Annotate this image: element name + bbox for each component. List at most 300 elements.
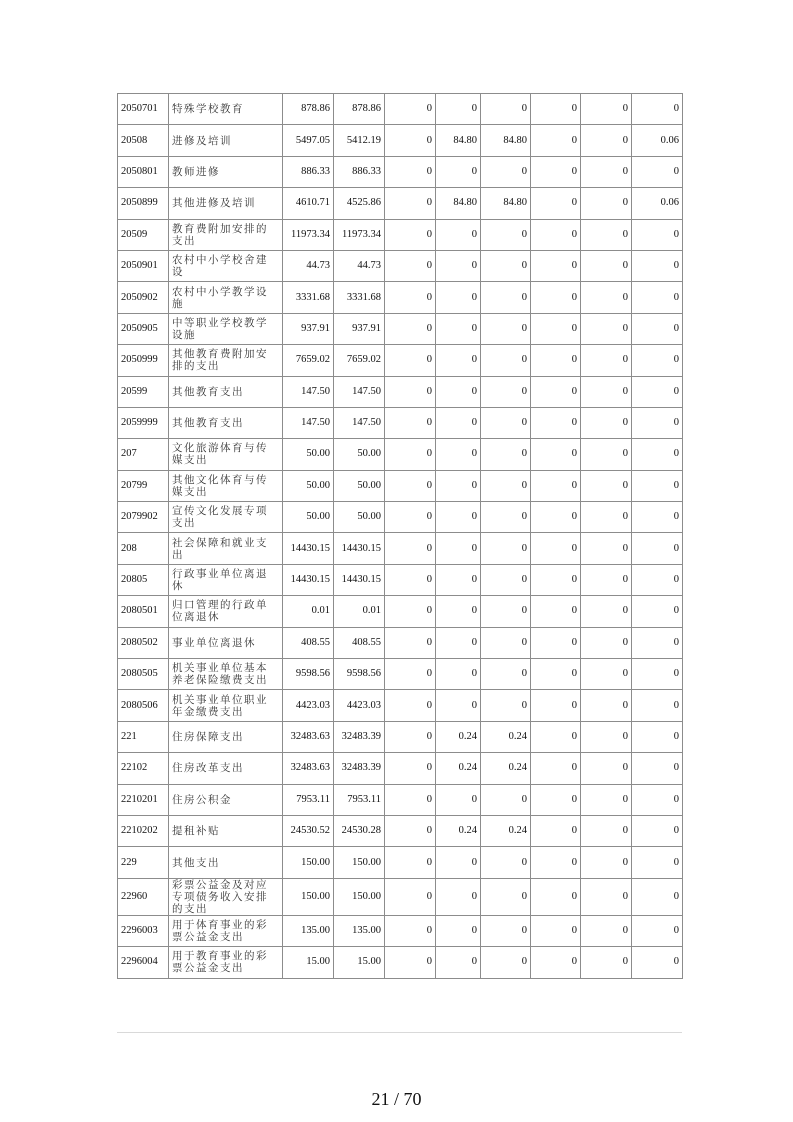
- amount-cell: 14430.15: [283, 564, 334, 595]
- table-row: [118, 376, 683, 407]
- amount-cell: 0: [436, 533, 481, 564]
- table-row: [118, 156, 683, 187]
- amount-cell: 14430.15: [283, 533, 334, 564]
- subject-name-cell: 住房公积金: [169, 784, 283, 815]
- amount-cell: 7953.11: [283, 784, 334, 815]
- amount-cell: 3331.68: [334, 282, 385, 313]
- table-row: [118, 282, 683, 313]
- subject-name-cell: 机关事业单位基本养老保险缴费支出: [169, 659, 283, 690]
- subject-name-cell: 其他教育支出: [169, 376, 283, 407]
- amount-cell: 0: [436, 847, 481, 878]
- amount-cell: 0: [385, 564, 436, 595]
- table-row: [118, 784, 683, 815]
- table-row: [118, 219, 683, 250]
- subject-name-cell: 中等职业学校教学设施: [169, 313, 283, 344]
- amount-cell: 0: [436, 878, 481, 915]
- amount-cell: 0: [481, 915, 531, 946]
- amount-cell: 0: [581, 690, 632, 721]
- amount-cell: 0: [481, 784, 531, 815]
- amount-cell: 0: [436, 784, 481, 815]
- amount-cell: 0: [385, 470, 436, 501]
- amount-cell: 0: [632, 219, 683, 250]
- amount-cell: 886.33: [283, 156, 334, 187]
- amount-cell: 0: [436, 94, 481, 125]
- amount-cell: 147.50: [283, 407, 334, 438]
- amount-cell: 0: [632, 721, 683, 752]
- table-body: [118, 94, 683, 979]
- amount-cell: 0: [581, 470, 632, 501]
- amount-cell: 0: [481, 596, 531, 627]
- subject-code-cell: 22102: [118, 753, 169, 784]
- amount-cell: 0: [385, 533, 436, 564]
- amount-cell: 0: [581, 439, 632, 470]
- amount-cell: 147.50: [283, 376, 334, 407]
- subject-code-cell: 2080506: [118, 690, 169, 721]
- amount-cell: 878.86: [334, 94, 385, 125]
- amount-cell: 0: [581, 502, 632, 533]
- amount-cell: 0: [632, 753, 683, 784]
- table-row: [118, 502, 683, 533]
- amount-cell: 0: [531, 878, 581, 915]
- amount-cell: 0: [436, 313, 481, 344]
- subject-code-cell: 2050901: [118, 250, 169, 281]
- subject-name-cell: 用于教育事业的彩票公益金支出: [169, 947, 283, 978]
- amount-cell: 0: [632, 470, 683, 501]
- table-row: [118, 533, 683, 564]
- amount-cell: 0: [385, 659, 436, 690]
- amount-cell: 0: [531, 407, 581, 438]
- amount-cell: 0: [436, 345, 481, 376]
- amount-cell: 5497.05: [283, 125, 334, 156]
- subject-code-cell: 2050905: [118, 313, 169, 344]
- table-row: [118, 313, 683, 344]
- amount-cell: 5412.19: [334, 125, 385, 156]
- subject-name-cell: 行政事业单位离退休: [169, 564, 283, 595]
- amount-cell: 0: [632, 915, 683, 946]
- subject-code-cell: 2210201: [118, 784, 169, 815]
- amount-cell: 0: [385, 915, 436, 946]
- subject-name-cell: 事业单位离退休: [169, 627, 283, 658]
- amount-cell: 0: [531, 188, 581, 219]
- amount-cell: 0: [436, 282, 481, 313]
- subject-code-cell: 208: [118, 533, 169, 564]
- amount-cell: 4525.86: [334, 188, 385, 219]
- table-row: [118, 690, 683, 721]
- amount-cell: 0: [385, 690, 436, 721]
- amount-cell: 84.80: [481, 125, 531, 156]
- amount-cell: 0: [632, 659, 683, 690]
- amount-cell: 44.73: [283, 250, 334, 281]
- amount-cell: 0: [385, 219, 436, 250]
- subject-name-cell: 其他教育支出: [169, 407, 283, 438]
- subject-code-cell: 2079902: [118, 502, 169, 533]
- subject-code-cell: 2059999: [118, 407, 169, 438]
- amount-cell: 0: [531, 627, 581, 658]
- amount-cell: 0: [436, 219, 481, 250]
- amount-cell: 0: [581, 376, 632, 407]
- amount-cell: 0.24: [481, 753, 531, 784]
- amount-cell: 84.80: [436, 188, 481, 219]
- table-row: [118, 659, 683, 690]
- table-row: [118, 94, 683, 125]
- subject-name-cell: 文化旅游体育与传媒支出: [169, 439, 283, 470]
- amount-cell: 135.00: [334, 915, 385, 946]
- amount-cell: 0: [481, 947, 531, 978]
- amount-cell: 0: [632, 596, 683, 627]
- amount-cell: 11973.34: [334, 219, 385, 250]
- amount-cell: 135.00: [283, 915, 334, 946]
- amount-cell: 0: [531, 125, 581, 156]
- subject-code-cell: 2210202: [118, 815, 169, 846]
- amount-cell: 9598.56: [283, 659, 334, 690]
- amount-cell: 0: [531, 502, 581, 533]
- amount-cell: 0: [581, 627, 632, 658]
- subject-name-cell: 彩票公益金及对应专项债务收入安排的支出: [169, 878, 283, 915]
- amount-cell: 50.00: [334, 439, 385, 470]
- amount-cell: 14430.15: [334, 564, 385, 595]
- subject-code-cell: 22960: [118, 878, 169, 915]
- amount-cell: 0: [632, 847, 683, 878]
- subject-name-cell: 机关事业单位职业年金缴费支出: [169, 690, 283, 721]
- amount-cell: 0: [481, 659, 531, 690]
- amount-cell: 150.00: [334, 878, 385, 915]
- amount-cell: 0: [581, 345, 632, 376]
- amount-cell: 0: [481, 313, 531, 344]
- subject-code-cell: 20509: [118, 219, 169, 250]
- subject-code-cell: 2050899: [118, 188, 169, 219]
- amount-cell: 15.00: [334, 947, 385, 978]
- amount-cell: 7953.11: [334, 784, 385, 815]
- amount-cell: 147.50: [334, 376, 385, 407]
- amount-cell: 0: [581, 533, 632, 564]
- amount-cell: 0: [632, 878, 683, 915]
- subject-name-cell: 宣传文化发展专项支出: [169, 502, 283, 533]
- amount-cell: 0: [436, 156, 481, 187]
- amount-cell: 9598.56: [334, 659, 385, 690]
- amount-cell: 11973.34: [283, 219, 334, 250]
- amount-cell: 0: [481, 847, 531, 878]
- amount-cell: 0: [581, 156, 632, 187]
- amount-cell: 150.00: [283, 878, 334, 915]
- amount-cell: 0: [632, 690, 683, 721]
- amount-cell: 0: [436, 659, 481, 690]
- amount-cell: 0: [385, 376, 436, 407]
- amount-cell: 0: [385, 156, 436, 187]
- amount-cell: 50.00: [283, 439, 334, 470]
- amount-cell: 0: [481, 407, 531, 438]
- table-row: [118, 847, 683, 878]
- subject-code-cell: 20799: [118, 470, 169, 501]
- table-row: [118, 721, 683, 752]
- amount-cell: 0: [581, 596, 632, 627]
- amount-cell: 0: [531, 156, 581, 187]
- amount-cell: 0: [436, 596, 481, 627]
- amount-cell: 0: [531, 313, 581, 344]
- amount-cell: 0: [481, 690, 531, 721]
- amount-cell: 4610.71: [283, 188, 334, 219]
- amount-cell: 0: [581, 94, 632, 125]
- amount-cell: 0: [436, 439, 481, 470]
- subject-code-cell: 2296003: [118, 915, 169, 946]
- amount-cell: 0: [632, 947, 683, 978]
- amount-cell: 0: [385, 345, 436, 376]
- amount-cell: 0: [581, 915, 632, 946]
- table-row: [118, 815, 683, 846]
- amount-cell: 0: [385, 502, 436, 533]
- amount-cell: 0: [632, 94, 683, 125]
- amount-cell: 0: [632, 784, 683, 815]
- amount-cell: 0.24: [481, 721, 531, 752]
- table-row: [118, 470, 683, 501]
- amount-cell: 937.91: [334, 313, 385, 344]
- subject-name-cell: 归口管理的行政单位离退休: [169, 596, 283, 627]
- amount-cell: 0: [385, 188, 436, 219]
- amount-cell: 0: [632, 533, 683, 564]
- amount-cell: 32483.63: [283, 721, 334, 752]
- amount-cell: 0: [632, 502, 683, 533]
- subject-name-cell: 特殊学校教育: [169, 94, 283, 125]
- amount-cell: 0: [531, 564, 581, 595]
- subject-code-cell: 2296004: [118, 947, 169, 978]
- amount-cell: 147.50: [334, 407, 385, 438]
- amount-cell: 0: [581, 125, 632, 156]
- subject-name-cell: 其他进修及培训: [169, 188, 283, 219]
- amount-cell: 0: [385, 784, 436, 815]
- amount-cell: 0: [385, 596, 436, 627]
- amount-cell: 0: [481, 376, 531, 407]
- amount-cell: 0: [481, 533, 531, 564]
- amount-cell: 937.91: [283, 313, 334, 344]
- amount-cell: 0: [385, 313, 436, 344]
- subject-name-cell: 农村中小学教学设施: [169, 282, 283, 313]
- amount-cell: 50.00: [334, 502, 385, 533]
- amount-cell: 0.01: [334, 596, 385, 627]
- subject-code-cell: 20508: [118, 125, 169, 156]
- subject-code-cell: 2050801: [118, 156, 169, 187]
- amount-cell: 0: [531, 439, 581, 470]
- amount-cell: 0.24: [481, 815, 531, 846]
- amount-cell: 32483.39: [334, 753, 385, 784]
- amount-cell: 0: [531, 94, 581, 125]
- amount-cell: 0: [481, 94, 531, 125]
- amount-cell: 0: [385, 282, 436, 313]
- amount-cell: 0: [531, 282, 581, 313]
- amount-cell: 0: [531, 690, 581, 721]
- amount-cell: 0: [531, 815, 581, 846]
- amount-cell: 0: [581, 784, 632, 815]
- amount-cell: 0.24: [436, 721, 481, 752]
- table-row: [118, 188, 683, 219]
- amount-cell: 0: [385, 439, 436, 470]
- amount-cell: 0: [581, 407, 632, 438]
- subject-name-cell: 社会保障和就业支出: [169, 533, 283, 564]
- amount-cell: 0: [581, 282, 632, 313]
- amount-cell: 0: [436, 690, 481, 721]
- amount-cell: 0: [531, 721, 581, 752]
- amount-cell: 150.00: [334, 847, 385, 878]
- amount-cell: 0: [385, 125, 436, 156]
- amount-cell: 0: [581, 878, 632, 915]
- amount-cell: 3331.68: [283, 282, 334, 313]
- subject-code-cell: 2080501: [118, 596, 169, 627]
- table-row: [118, 345, 683, 376]
- amount-cell: 0: [581, 188, 632, 219]
- amount-cell: 0.06: [632, 188, 683, 219]
- table-row: [118, 596, 683, 627]
- amount-cell: 32483.39: [334, 721, 385, 752]
- amount-cell: 0: [385, 407, 436, 438]
- amount-cell: 0: [436, 947, 481, 978]
- amount-cell: 0: [531, 915, 581, 946]
- amount-cell: 44.73: [334, 250, 385, 281]
- amount-cell: 0: [581, 721, 632, 752]
- subject-name-cell: 教育费附加安排的支出: [169, 219, 283, 250]
- amount-cell: 0: [632, 627, 683, 658]
- amount-cell: 0: [385, 94, 436, 125]
- amount-cell: 0: [481, 564, 531, 595]
- amount-cell: 0: [481, 878, 531, 915]
- subject-code-cell: 2050999: [118, 345, 169, 376]
- amount-cell: 150.00: [283, 847, 334, 878]
- amount-cell: 0: [632, 282, 683, 313]
- amount-cell: 0: [481, 282, 531, 313]
- amount-cell: 0: [531, 847, 581, 878]
- amount-cell: 0: [436, 470, 481, 501]
- table-row: [118, 439, 683, 470]
- amount-cell: 50.00: [334, 470, 385, 501]
- amount-cell: 84.80: [481, 188, 531, 219]
- amount-cell: 0.24: [436, 815, 481, 846]
- amount-cell: 0: [436, 564, 481, 595]
- amount-cell: 0: [632, 815, 683, 846]
- amount-cell: 0: [436, 627, 481, 658]
- amount-cell: 0: [436, 376, 481, 407]
- amount-cell: 0: [385, 815, 436, 846]
- amount-cell: 0: [385, 753, 436, 784]
- amount-cell: 0: [481, 345, 531, 376]
- amount-cell: 0: [531, 219, 581, 250]
- amount-cell: 0: [436, 502, 481, 533]
- subject-name-cell: 进修及培训: [169, 125, 283, 156]
- subject-code-cell: 221: [118, 721, 169, 752]
- table-row: [118, 915, 683, 946]
- amount-cell: 0: [481, 470, 531, 501]
- amount-cell: 0: [581, 947, 632, 978]
- amount-cell: 24530.52: [283, 815, 334, 846]
- amount-cell: 0: [531, 659, 581, 690]
- table-bottom-rule: [117, 1032, 682, 1033]
- amount-cell: 0: [385, 947, 436, 978]
- amount-cell: 0: [531, 345, 581, 376]
- amount-cell: 15.00: [283, 947, 334, 978]
- amount-cell: 0: [436, 407, 481, 438]
- amount-cell: 4423.03: [334, 690, 385, 721]
- amount-cell: 0: [481, 156, 531, 187]
- subject-name-cell: 农村中小学校舍建设: [169, 250, 283, 281]
- subject-code-cell: 2080502: [118, 627, 169, 658]
- amount-cell: 0.24: [436, 753, 481, 784]
- amount-cell: 0: [581, 815, 632, 846]
- amount-cell: 7659.02: [334, 345, 385, 376]
- amount-cell: 886.33: [334, 156, 385, 187]
- table-row: [118, 627, 683, 658]
- amount-cell: 408.55: [334, 627, 385, 658]
- amount-cell: 4423.03: [283, 690, 334, 721]
- amount-cell: 24530.28: [334, 815, 385, 846]
- table-row: [118, 878, 683, 915]
- amount-cell: 408.55: [283, 627, 334, 658]
- amount-cell: 0: [385, 878, 436, 915]
- amount-cell: 0: [632, 345, 683, 376]
- budget-table: [117, 93, 683, 979]
- amount-cell: 0: [385, 627, 436, 658]
- amount-cell: 84.80: [436, 125, 481, 156]
- subject-name-cell: 其他支出: [169, 847, 283, 878]
- subject-code-cell: 229: [118, 847, 169, 878]
- subject-code-cell: 20805: [118, 564, 169, 595]
- subject-code-cell: 207: [118, 439, 169, 470]
- amount-cell: 0: [581, 564, 632, 595]
- page-number: 21 / 70: [371, 1089, 422, 1109]
- amount-cell: 0: [531, 250, 581, 281]
- amount-cell: 0: [531, 533, 581, 564]
- table-row: [118, 250, 683, 281]
- amount-cell: 0: [531, 753, 581, 784]
- amount-cell: 0: [632, 250, 683, 281]
- amount-cell: 0.01: [283, 596, 334, 627]
- amount-cell: 0: [481, 439, 531, 470]
- amount-cell: 0: [581, 250, 632, 281]
- amount-cell: 0: [531, 947, 581, 978]
- amount-cell: 0: [632, 564, 683, 595]
- amount-cell: 0.06: [632, 125, 683, 156]
- amount-cell: 0: [531, 376, 581, 407]
- amount-cell: 0: [632, 156, 683, 187]
- subject-name-cell: 用于体育事业的彩票公益金支出: [169, 915, 283, 946]
- amount-cell: 0: [531, 596, 581, 627]
- amount-cell: 0: [581, 753, 632, 784]
- subject-name-cell: 其他文化体育与传媒支出: [169, 470, 283, 501]
- amount-cell: 0: [581, 313, 632, 344]
- table-row: [118, 407, 683, 438]
- amount-cell: 0: [581, 219, 632, 250]
- subject-code-cell: 2050902: [118, 282, 169, 313]
- amount-cell: 0: [531, 784, 581, 815]
- amount-cell: 14430.15: [334, 533, 385, 564]
- amount-cell: 0: [632, 407, 683, 438]
- table-row: [118, 125, 683, 156]
- amount-cell: 0: [581, 847, 632, 878]
- amount-cell: 0: [436, 250, 481, 281]
- subject-name-cell: 住房改革支出: [169, 753, 283, 784]
- amount-cell: 0: [632, 439, 683, 470]
- amount-cell: 7659.02: [283, 345, 334, 376]
- subject-name-cell: 教师进修: [169, 156, 283, 187]
- amount-cell: 0: [385, 847, 436, 878]
- amount-cell: 0: [385, 721, 436, 752]
- subject-name-cell: 提租补贴: [169, 815, 283, 846]
- amount-cell: 0: [481, 219, 531, 250]
- amount-cell: 0: [632, 313, 683, 344]
- amount-cell: 878.86: [283, 94, 334, 125]
- amount-cell: 0: [531, 470, 581, 501]
- amount-cell: 50.00: [283, 502, 334, 533]
- amount-cell: 0: [481, 502, 531, 533]
- amount-cell: 0: [436, 915, 481, 946]
- amount-cell: 0: [632, 376, 683, 407]
- amount-cell: 32483.63: [283, 753, 334, 784]
- amount-cell: 0: [581, 659, 632, 690]
